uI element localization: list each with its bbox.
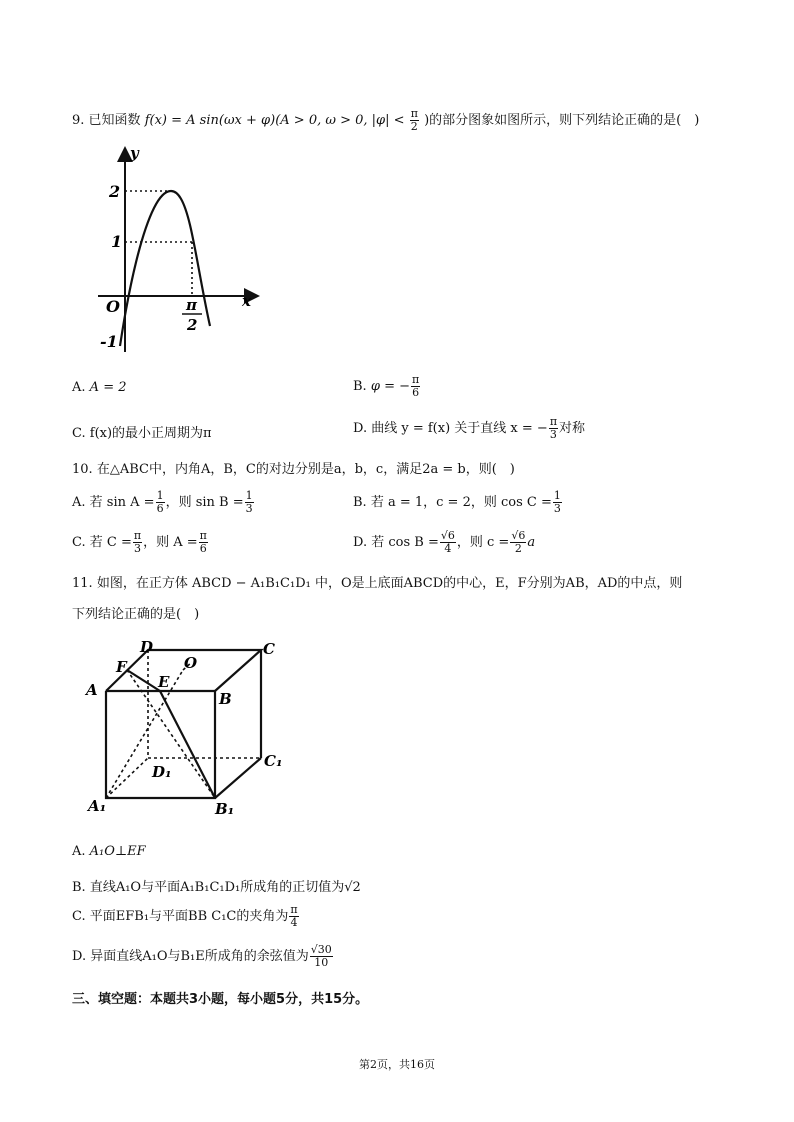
svg-text:E: E xyxy=(158,673,170,691)
q9-prefix: 已知函数 xyxy=(88,113,141,128)
y-axis-label: y xyxy=(130,144,139,162)
q11-option-a: A. A₁O⊥EF xyxy=(72,844,146,859)
q9-number: 9. xyxy=(72,113,85,128)
q9-option-b: B. φ = − $\frac{\pi}{6}$ xyxy=(353,373,420,399)
q9-suffix: )的部分图象如图所示，则下列结论正确的是( ) xyxy=(424,113,700,128)
svg-text:C₁: C₁ xyxy=(264,752,283,770)
q9-cond-fraction: $\frac{\pi}{2}$ xyxy=(410,107,418,133)
svg-text:D: D xyxy=(140,638,154,656)
tick-y-neg1: -1 xyxy=(100,332,118,351)
svg-text:F: F xyxy=(116,658,127,676)
x-axis-label: x xyxy=(242,292,251,310)
q10-option-b: B. 若 a = 1，c = 2，则 cos C = $\frac{1}{3}$ xyxy=(353,489,561,515)
svg-text:A₁: A₁ xyxy=(88,797,107,815)
svg-text:C: C xyxy=(263,640,275,658)
q9-function: f(x) = A sin(ωx + φ)(A > 0, ω > 0, |φ| < xyxy=(144,113,405,128)
q11-stem-line1: 11. 如图，在正方体 ABCD − A₁B₁C₁D₁ 中，O是上底面ABCD的中心，E，F分别为AB，AD的中点，则 xyxy=(72,576,683,591)
page-number: 第2页，共16页 xyxy=(359,1058,435,1071)
tick-x-pi: π xyxy=(186,296,197,314)
section-3-heading: 三、填空题：本题共3小题，每小题5分，共15分。 xyxy=(72,992,369,1007)
q9-option-c: C. f(x)的最小正周期为π xyxy=(72,426,212,441)
origin-label: O xyxy=(106,297,120,316)
q11-option-b: B. 直线A₁O与平面A₁B₁C₁D₁所成角的正切值为√2 xyxy=(72,880,361,895)
q11-option-c: C. 平面EFB₁与平面BB C₁C的夹角为 $\frac{\pi}{4}$ xyxy=(72,903,298,929)
segment-EB1 xyxy=(160,691,215,798)
q11-stem-line2: 下列结论正确的是( ) xyxy=(72,607,200,622)
q9-sine-graph xyxy=(96,140,266,355)
q9-option-d: D. 曲线 y = f(x) 关于直线 x = − $\frac{\pi}{3}$ 对称 xyxy=(353,415,586,441)
q10-option-c: C. 若 C = $\frac{\pi}{3}$ ，则 A = $\frac{\pi}{6}$ xyxy=(72,529,207,555)
svg-text:O: O xyxy=(184,654,198,672)
svg-text:B: B xyxy=(219,690,232,708)
q9-stem xyxy=(72,108,699,133)
svg-text:A: A xyxy=(86,681,98,699)
svg-text:D₁: D₁ xyxy=(152,763,172,781)
q10-option-d: D. 若 cos B = $\frac{√6}{4}$ ，则 c = $\frac{√6}{2}$ a xyxy=(353,529,536,555)
segment-EF xyxy=(127,670,160,691)
q9-option-a: A. A = 2 xyxy=(72,380,127,395)
front-face xyxy=(106,691,215,798)
tick-y-1: 1 xyxy=(111,232,123,251)
q11-cube-figure xyxy=(82,634,292,824)
tick-y-2: 2 xyxy=(109,182,121,201)
q11-option-d: D. 异面直线A₁O与B₁E所成角的余弦值为 $\frac{√30}{10}$ xyxy=(72,943,332,969)
svg-text:B₁: B₁ xyxy=(215,800,235,818)
tick-x-2: 2 xyxy=(187,316,198,334)
q10-stem: 10. 在△ABC中，内角A，B，C的对边分别是a，b，c，满足2a = b，则( ) xyxy=(72,462,515,477)
q10-option-a: A. 若 sin A = $\frac{1}{6}$ ，则 sin B = $\frac{1}{3}$ xyxy=(72,489,253,515)
